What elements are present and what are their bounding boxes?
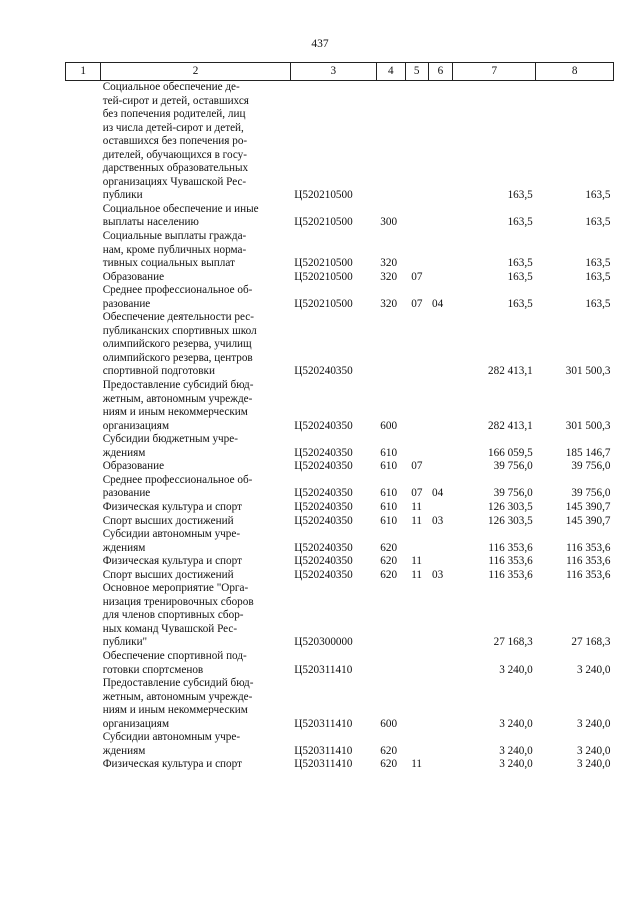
item-name-line: организациям (102, 419, 170, 432)
row-number-cell (66, 515, 101, 529)
item-name-line: олимпийского резерва, центров (102, 351, 253, 364)
expense-type-cell: 300 (380, 216, 398, 229)
item-name-line: публики" (102, 636, 148, 649)
table-row (66, 81, 614, 203)
amount-year2-cell: 116 353,6 (566, 541, 611, 554)
row-number-cell (66, 528, 101, 555)
section-cell (405, 311, 428, 379)
row-number-cell (66, 731, 101, 758)
item-name-line: Образование (102, 460, 165, 473)
subsection-cell (428, 311, 453, 379)
amount-year1-cell: 163,5 (507, 216, 533, 229)
item-name-line: Среднее профессиональное об- (102, 473, 253, 486)
row-number-cell (66, 582, 101, 650)
row-number-cell (66, 501, 101, 515)
amount-year1-cell: 163,5 (507, 297, 533, 310)
expense-type-cell: 620 (380, 744, 398, 757)
row-number-cell (66, 569, 101, 583)
item-name-line: ниям и иным некоммерческим (102, 704, 248, 717)
row-number-cell (66, 758, 101, 772)
column-header-5: 5 (405, 63, 428, 81)
subsection-cell (428, 203, 453, 230)
item-name-cell (101, 474, 291, 501)
item-name-line: Субсидии автономным учре- (102, 731, 241, 744)
expense-type-cell: 610 (380, 446, 398, 459)
item-name-line: организациям (102, 717, 170, 730)
table-row (66, 758, 614, 772)
target-article-code-cell: Ц520240350 (294, 487, 353, 500)
target-article-code-cell: Ц520240350 (294, 446, 353, 459)
target-article-code-cell: Ц520311410 (294, 717, 353, 730)
table-row (66, 284, 614, 311)
target-article-code-cell: Ц520300000 (294, 636, 353, 649)
item-name-line: оставшихся без попечения ро- (102, 135, 248, 148)
amount-year1-cell: 3 240,0 (499, 717, 533, 730)
item-name-line: организациях Чувашской Рес- (102, 175, 247, 188)
section-cell (405, 81, 428, 203)
row-number-cell (66, 677, 101, 731)
amount-year1-cell: 3 240,0 (499, 758, 533, 771)
item-name-cell (101, 515, 291, 529)
table-row (66, 203, 614, 230)
amount-year2-cell: 116 353,6 (566, 568, 611, 581)
item-name-line: Образование (102, 270, 165, 283)
item-name-line: Социальное обеспечение де- (102, 81, 240, 93)
target-article-code-cell: Ц520240350 (294, 555, 353, 568)
item-name-line: Обеспечение деятельности рес- (102, 311, 254, 324)
item-name-line: Субсидии автономным учре- (102, 528, 241, 541)
amount-year1-cell: 126 303,5 (488, 500, 533, 513)
item-name-line: ждениям (102, 744, 146, 757)
page-number: 437 (311, 38, 329, 50)
item-name-line: Спорт высших достижений (102, 568, 234, 581)
expense-type-cell: 610 (380, 460, 398, 473)
expense-type-cell: 620 (380, 555, 398, 568)
section-cell (405, 433, 428, 460)
item-name-cell (101, 569, 291, 583)
amount-year2-cell: 301 500,3 (565, 365, 611, 378)
item-name-line: низация тренировочных сборов (102, 595, 254, 608)
row-number-cell (66, 474, 101, 501)
amount-year1-cell: 27 168,3 (493, 636, 533, 649)
subsection-cell (428, 81, 453, 203)
subsection-cell (428, 379, 453, 433)
table-row (66, 582, 614, 650)
amount-year1-cell: 3 240,0 (499, 663, 533, 676)
expense-type-cell (376, 311, 405, 379)
item-name-cell (101, 731, 291, 758)
amount-year2-cell: 163,5 (585, 270, 611, 283)
item-name-line: Среднее профессиональное об- (102, 284, 253, 297)
amount-year1-cell: 163,5 (507, 270, 533, 283)
item-name-line: Социальное обеспечение и иные (102, 202, 259, 215)
target-article-code-cell: Ц520240350 (294, 568, 353, 581)
column-header-2: 2 (101, 63, 291, 81)
item-name-cell (101, 311, 291, 379)
table-body (66, 81, 614, 772)
amount-year1-cell: 126 303,5 (488, 514, 533, 527)
item-name-line: жетным, автономным учрежде- (102, 392, 253, 405)
header-row (66, 63, 614, 81)
item-name-line: выплаты населению (102, 216, 199, 229)
expense-type-cell: 320 (380, 297, 398, 310)
expense-type-cell (376, 81, 405, 203)
item-name-line: Основное мероприятие "Орга- (102, 582, 249, 595)
item-name-cell (101, 528, 291, 555)
item-name-line: тивных социальных выплат (102, 257, 235, 270)
item-name-line: ждениям (102, 446, 146, 459)
item-name-line: Субсидии бюджетным учре- (102, 433, 238, 446)
subsection-cell (428, 230, 453, 271)
target-article-code-cell: Ц520210500 (294, 257, 353, 270)
item-name-line: Предоставление субсидий бюд- (102, 677, 254, 690)
item-name-cell (101, 677, 291, 731)
table-row (66, 515, 614, 529)
section-cell: 11 (411, 568, 423, 581)
target-article-code-cell: Ц520210500 (294, 189, 353, 202)
amount-year2-cell: 39 756,0 (571, 487, 611, 500)
amount-year2-cell: 163,5 (585, 189, 611, 202)
item-name-cell (101, 230, 291, 271)
item-name-line: жетным, автономным учрежде- (102, 690, 253, 703)
section-cell (405, 731, 428, 758)
row-number-cell (66, 433, 101, 460)
subsection-cell: 04 (432, 487, 444, 500)
subsection-cell: 03 (432, 568, 444, 581)
item-name-line: разование (102, 487, 151, 500)
amount-year1-cell: 39 756,0 (493, 460, 533, 473)
table-row (66, 379, 614, 433)
item-name-line: дителей, обучающихся в госу- (102, 148, 247, 161)
table-row (66, 555, 614, 569)
item-name-cell (101, 650, 291, 677)
amount-year1-cell: 282 413,1 (488, 365, 533, 378)
item-name-line: без попечения родителей, лиц (102, 108, 246, 121)
expense-type-cell: 620 (380, 758, 398, 771)
item-name-line: ных команд Чувашской Рес- (102, 622, 238, 635)
expense-type-cell (376, 650, 405, 677)
column-header-1: 1 (66, 63, 101, 81)
target-article-code-cell: Ц520240350 (294, 514, 353, 527)
target-article-code-cell: Ц520240350 (294, 460, 353, 473)
target-article-code-cell: Ц520210500 (294, 297, 353, 310)
amount-year1-cell: 39 756,0 (493, 487, 533, 500)
item-name-cell (101, 460, 291, 474)
subsection-cell (428, 460, 453, 474)
section-cell (405, 582, 428, 650)
amount-year2-cell: 3 240,0 (576, 758, 611, 771)
item-name-line: Предоставление субсидий бюд- (102, 379, 254, 392)
table-row (66, 569, 614, 583)
item-name-line: дарственных образовательных (102, 162, 249, 175)
column-header-6: 6 (428, 63, 453, 81)
item-name-cell (101, 271, 291, 285)
item-name-line: Обеспечение спортивной под- (102, 649, 247, 662)
amount-year1-cell: 3 240,0 (499, 744, 533, 757)
subsection-cell (428, 433, 453, 460)
expense-type-cell (376, 582, 405, 650)
item-name-line: ниям и иным некоммерческим (102, 406, 248, 419)
section-cell (405, 230, 428, 271)
budget-table (65, 62, 614, 772)
item-name-line: для членов спортивных сбор- (102, 609, 244, 622)
amount-year2-cell: 3 240,0 (576, 744, 611, 757)
item-name-line: спортивной подготовки (102, 365, 215, 378)
expense-type-cell: 620 (380, 568, 398, 581)
amount-year2-cell: 116 353,6 (566, 555, 611, 568)
amount-year2-cell: 301 500,3 (565, 419, 611, 432)
amount-year1-cell: 166 059,5 (488, 446, 533, 459)
item-name-line: разование (102, 297, 151, 310)
row-number-cell (66, 284, 101, 311)
subsection-cell (428, 677, 453, 731)
row-number-cell (66, 230, 101, 271)
row-number-cell (66, 311, 101, 379)
amount-year2-cell: 145 390,7 (565, 500, 611, 513)
item-name-line: Социальные выплаты гражда- (102, 230, 247, 243)
target-article-code-cell: Ц520240350 (294, 541, 353, 554)
item-name-line: ждениям (102, 541, 146, 554)
item-name-cell (101, 582, 291, 650)
item-name-line: готовки спортсменов (102, 663, 204, 676)
subsection-cell (428, 650, 453, 677)
section-cell (405, 528, 428, 555)
subsection-cell (428, 555, 453, 569)
column-header-7: 7 (453, 63, 536, 81)
table-row (66, 650, 614, 677)
target-article-code-cell: Ц520311410 (294, 663, 353, 676)
item-name-line: публики (102, 189, 143, 202)
table-row (66, 271, 614, 285)
item-name-cell (101, 284, 291, 311)
section-cell: 11 (411, 758, 423, 771)
column-header-8: 8 (536, 63, 614, 81)
expense-type-cell: 610 (380, 500, 398, 513)
table-row (66, 528, 614, 555)
row-number-cell (66, 271, 101, 285)
item-name-line: нам, кроме публичных норма- (102, 243, 247, 256)
table-row (66, 230, 614, 271)
section-cell: 11 (411, 500, 423, 513)
table-row (66, 474, 614, 501)
subsection-cell (428, 501, 453, 515)
amount-year2-cell: 3 240,0 (576, 663, 611, 676)
item-name-line: из числа детей-сирот и детей, (102, 121, 244, 134)
subsection-cell (428, 758, 453, 772)
subsection-cell: 03 (432, 514, 444, 527)
section-cell: 07 (411, 270, 423, 283)
section-cell: 11 (411, 514, 423, 527)
section-cell (405, 379, 428, 433)
amount-year2-cell: 3 240,0 (576, 717, 611, 730)
item-name-line: тей-сирот и детей, оставшихся (102, 94, 249, 107)
amount-year2-cell: 185 146,7 (565, 446, 611, 459)
subsection-cell (428, 528, 453, 555)
expense-type-cell: 610 (380, 487, 398, 500)
subsection-cell (428, 271, 453, 285)
subsection-cell (428, 731, 453, 758)
row-number-cell (66, 650, 101, 677)
item-name-line: Физическая культура и спорт (102, 500, 242, 513)
amount-year2-cell: 145 390,7 (565, 514, 611, 527)
amount-year1-cell: 116 353,6 (488, 541, 533, 554)
amount-year2-cell: 163,5 (585, 257, 611, 270)
item-name-line: Физическая культура и спорт (102, 555, 242, 568)
table-row (66, 501, 614, 515)
amount-year1-cell: 163,5 (507, 257, 533, 270)
amount-year1-cell: 116 353,6 (488, 555, 533, 568)
target-article-code-cell: Ц520240350 (294, 419, 353, 432)
table-row (66, 311, 614, 379)
expense-type-cell: 620 (380, 541, 398, 554)
section-cell: 11 (411, 555, 423, 568)
section-cell: 07 (411, 460, 423, 473)
amount-year2-cell: 163,5 (585, 297, 611, 310)
subsection-cell: 04 (432, 297, 444, 310)
amount-year2-cell: 39 756,0 (571, 460, 611, 473)
section-cell (405, 203, 428, 230)
item-name-line: Физическая культура и спорт (102, 758, 242, 771)
item-name-cell (101, 758, 291, 772)
table-row (66, 731, 614, 758)
item-name-line: олимпийского резерва, училищ (102, 338, 252, 351)
row-number-cell (66, 203, 101, 230)
expense-type-cell: 320 (380, 270, 398, 283)
item-name-cell (101, 433, 291, 460)
amount-year1-cell: 163,5 (507, 189, 533, 202)
column-header-3: 3 (290, 63, 376, 81)
target-article-code-cell: Ц520240350 (294, 500, 353, 513)
target-article-code-cell: Ц520210500 (294, 270, 353, 283)
section-cell (405, 677, 428, 731)
amount-year2-cell: 27 168,3 (571, 636, 611, 649)
item-name-cell (101, 203, 291, 230)
section-cell (405, 650, 428, 677)
section-cell: 07 (411, 487, 423, 500)
amount-year1-cell: 282 413,1 (488, 419, 533, 432)
expense-type-cell: 600 (380, 717, 398, 730)
row-number-cell (66, 81, 101, 203)
item-name-cell (101, 555, 291, 569)
table-row (66, 433, 614, 460)
target-article-code-cell: Ц520240350 (294, 365, 353, 378)
table-row (66, 677, 614, 731)
expense-type-cell: 610 (380, 514, 398, 527)
row-number-cell (66, 555, 101, 569)
amount-year2-cell: 163,5 (585, 216, 611, 229)
section-cell: 07 (411, 297, 423, 310)
item-name-line: публиканских спортивных школ (102, 324, 257, 337)
target-article-code-cell: Ц520311410 (294, 758, 353, 771)
item-name-cell (101, 81, 291, 203)
column-header-4: 4 (376, 63, 405, 81)
table-header (66, 63, 614, 81)
amount-year1-cell: 116 353,6 (488, 568, 533, 581)
item-name-cell (101, 379, 291, 433)
subsection-cell (428, 582, 453, 650)
expense-type-cell: 600 (380, 419, 398, 432)
target-article-code-cell: Ц520210500 (294, 216, 353, 229)
row-number-cell (66, 460, 101, 474)
row-number-cell (66, 379, 101, 433)
item-name-cell (101, 501, 291, 515)
table-row (66, 460, 614, 474)
expense-type-cell: 320 (380, 257, 398, 270)
target-article-code-cell: Ц520311410 (294, 744, 353, 757)
item-name-line: Спорт высших достижений (102, 514, 234, 527)
